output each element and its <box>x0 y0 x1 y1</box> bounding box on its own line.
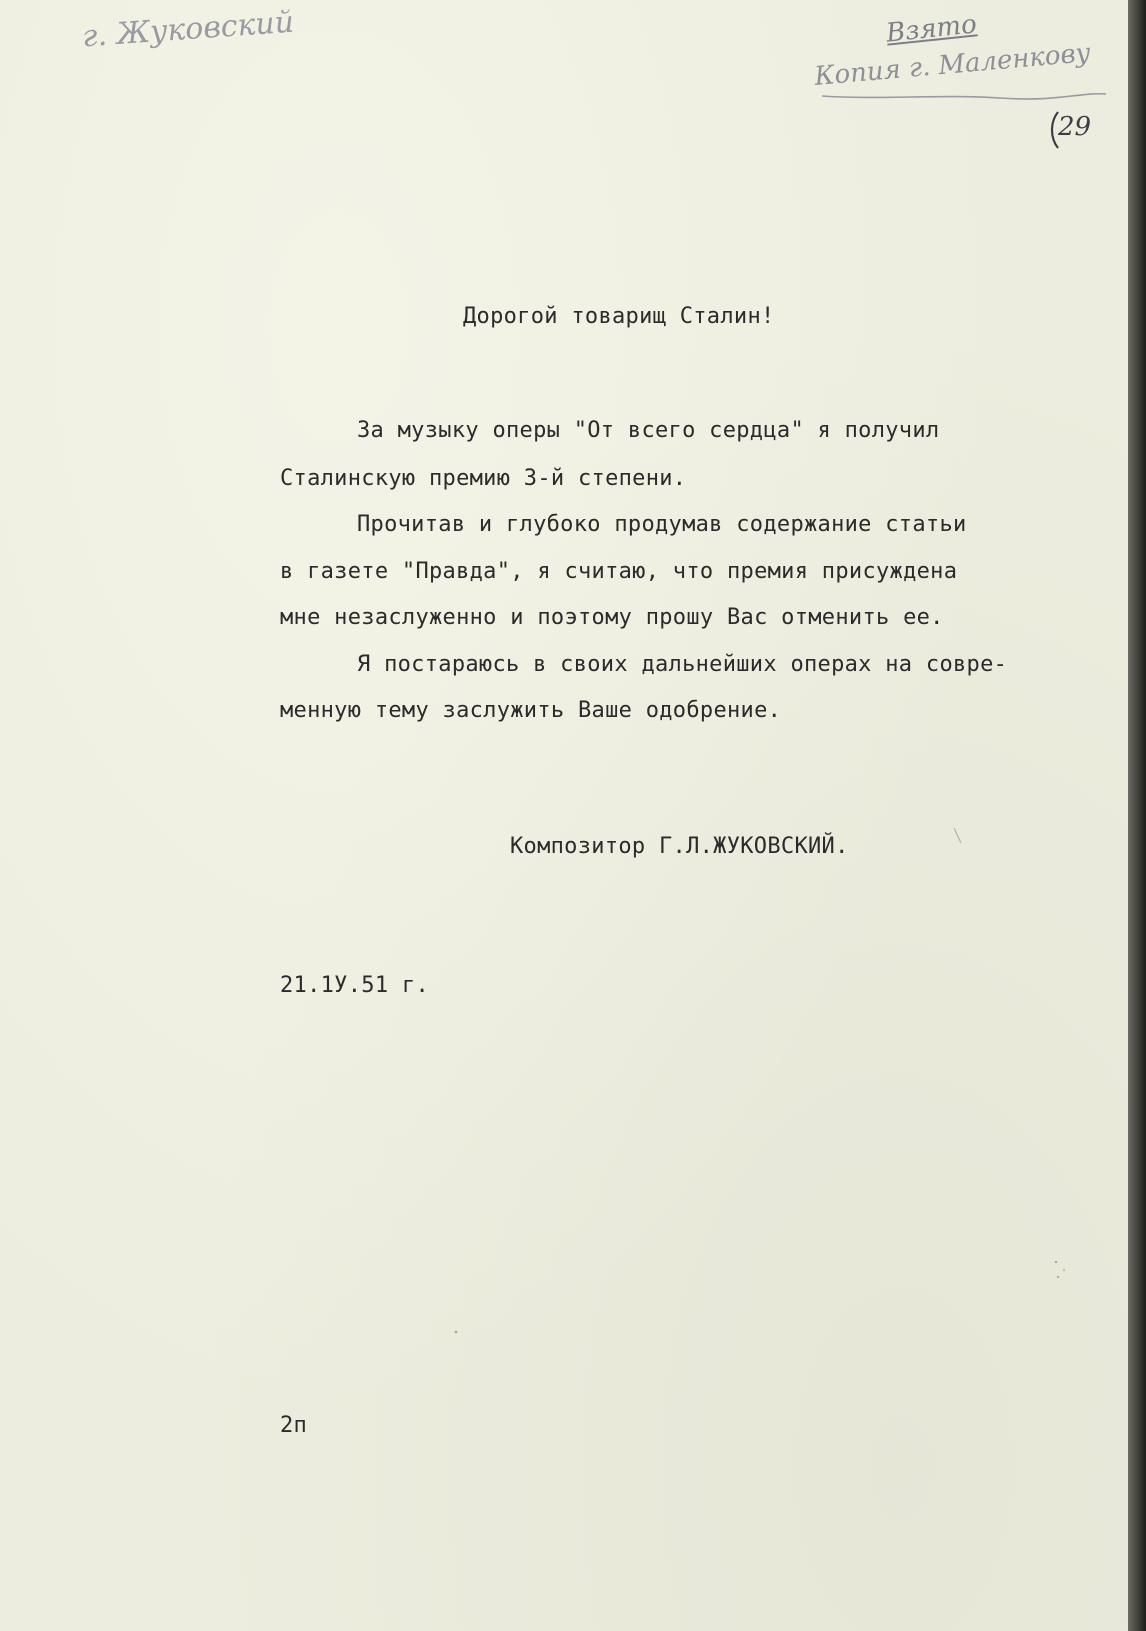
handwritten-addressee-note: г. Жуковский <box>81 4 296 55</box>
letter-line: Сталинскую премию 3-й степени. <box>280 466 687 491</box>
letter-line: менную тему заслужить Ваше одобрение. <box>280 698 782 723</box>
letter-date: 21.1У.51 г. <box>280 973 429 998</box>
folio-number: 29 <box>1058 112 1092 142</box>
paper-speck <box>952 826 964 846</box>
letter-line: в газете "Правда", я считаю, что премия присуждена <box>280 559 958 584</box>
letter-line: Я постараюсь в своих дальнейших операх на совре- <box>357 652 1008 677</box>
paper-speck <box>1052 1258 1072 1282</box>
letter-salutation: Дорогой товарищ Сталин! <box>463 304 775 329</box>
letter-line: мне незаслуженно и поэтому прошу Вас отменить ее. <box>280 605 944 630</box>
handwritten-copy-note: Копия г. Маленкову <box>813 37 1092 93</box>
handwritten-taken-note: Взято <box>884 9 979 49</box>
letter-signature: Композитор Г.Л.ЖУКОВСКИЙ. <box>510 834 849 859</box>
paper-speck <box>452 1328 460 1336</box>
letter-line: За музыку оперы "От всего сердца" я получил <box>357 418 940 443</box>
page-edge-shadow <box>1128 0 1146 1631</box>
handwritten-strike-line <box>820 78 1110 108</box>
copies-note: 2п <box>280 1413 308 1438</box>
letter-line: Прочитав и глубоко продумав содержание статьи <box>357 512 967 537</box>
